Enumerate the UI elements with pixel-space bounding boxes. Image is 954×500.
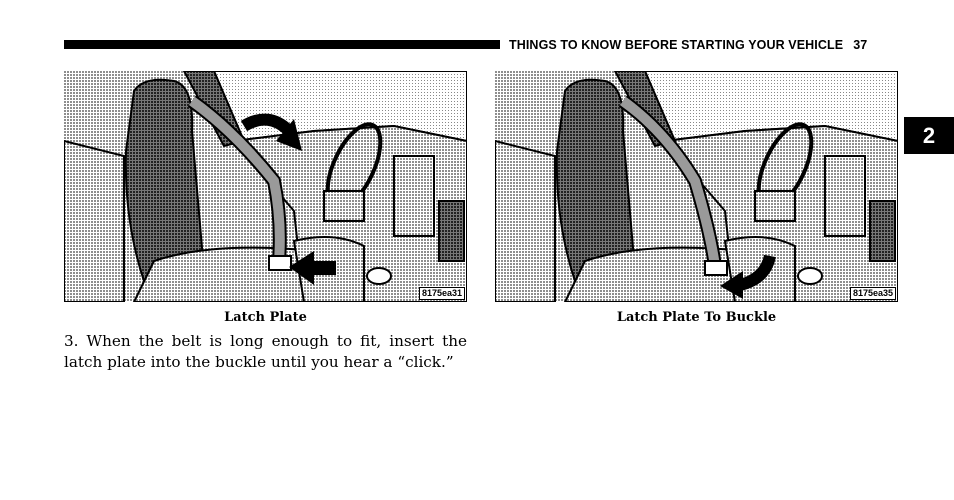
figure-caption: Latch Plate To Buckle <box>616 310 777 325</box>
latch-plate-to-buckle-illustration <box>495 71 898 302</box>
running-header <box>509 38 867 52</box>
figure-latch-plate-to-buckle <box>495 71 898 302</box>
figure-code: 8175ea35 <box>850 287 896 300</box>
instruction-step-3: 3. When the belt is long enough to fit, insert the latch plate into the buckle until you hear a “click.” <box>64 332 467 371</box>
figure-caption: Latch Plate <box>224 310 307 325</box>
figure-latch-plate <box>64 71 467 302</box>
latch-plate-illustration <box>64 71 467 302</box>
page-number: 37 <box>853 38 868 52</box>
figure-code: 8175ea31 <box>419 287 465 300</box>
chapter-tab: 2 <box>904 117 954 154</box>
header-title: THINGS TO KNOW BEFORE STARTING YOUR VEHICLE <box>509 38 844 52</box>
header-rule <box>64 40 500 49</box>
